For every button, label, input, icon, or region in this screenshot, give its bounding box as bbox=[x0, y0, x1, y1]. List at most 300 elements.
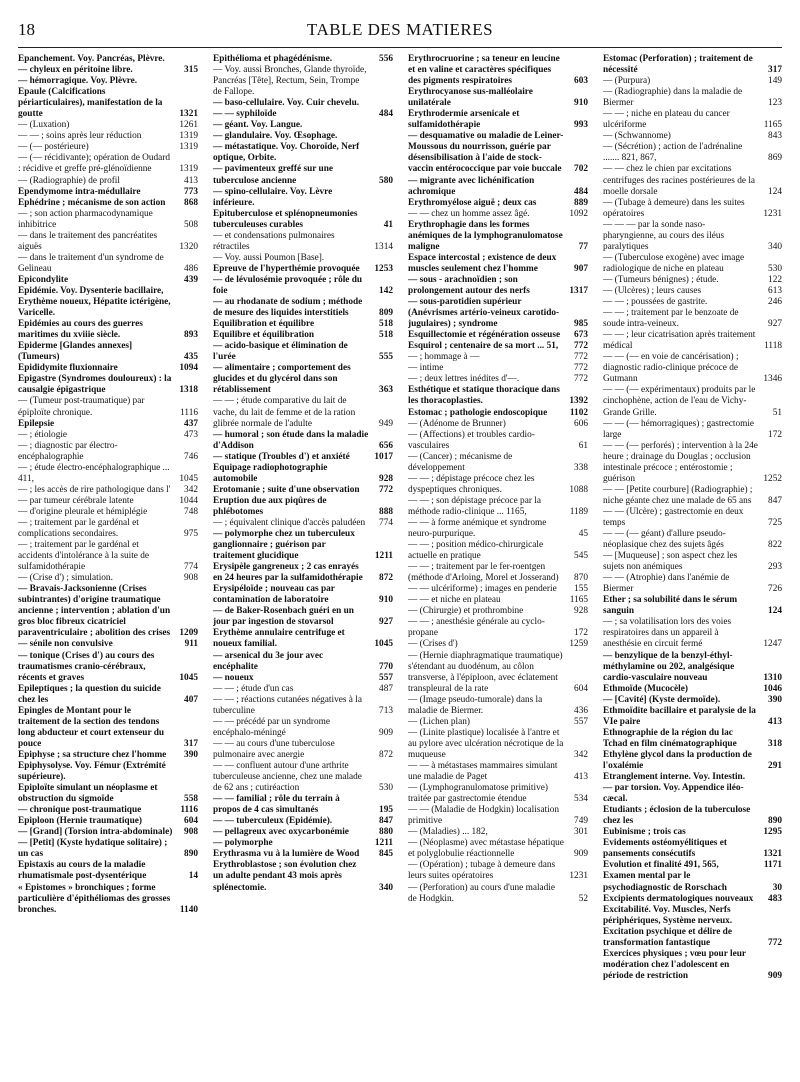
entry-text: Esthétique et statique thoracique dans les thoracoplasties. bbox=[408, 385, 560, 407]
entry-text: — dans le traitement des pancréatites aiguës bbox=[18, 230, 158, 252]
index-entry bbox=[213, 562, 393, 584]
entry-text: — — ; traitement par le fer-roentgen (méthode d'Arloing, Morel et Josserand) bbox=[408, 562, 559, 584]
index-entry bbox=[603, 220, 782, 253]
entry-text: — (Tumeur post-traumatique) par épiploïte chronique. bbox=[18, 396, 145, 418]
index-entry bbox=[603, 308, 782, 330]
header-rule bbox=[18, 47, 782, 48]
entry-text: — par torsion. Voy. Appendice iléo-cæcal. bbox=[603, 783, 744, 805]
entry-text: Examen mental par le psychodiagnostic de Rorschach bbox=[603, 871, 727, 893]
entry-text: — — confluent autour d'une arthrite tuberculeuse ancienne, chez une malade de 62 ans ; cutiréaction bbox=[213, 761, 362, 794]
entry-page-number: 1165 bbox=[763, 120, 782, 131]
entry-text: Epaule (Calcifications périarticulaires), manifestation de la goutte bbox=[18, 87, 163, 120]
index-entry bbox=[213, 518, 393, 529]
entry-text: — — ; soins après leur réduction bbox=[18, 131, 142, 142]
entry-text: Esquillectomie et régénération osseuse bbox=[408, 330, 561, 341]
entry-page-number: 772 bbox=[768, 937, 782, 948]
entry-page-number: 868 bbox=[184, 197, 198, 208]
index-entry bbox=[603, 905, 782, 927]
index-entry bbox=[213, 794, 393, 816]
index-column-2 bbox=[213, 54, 393, 1074]
entry-text: — — ; traitement par le benzoate de soude intra-veineux. bbox=[603, 308, 739, 330]
index-entry bbox=[18, 198, 198, 209]
entry-page-number: 486 bbox=[184, 263, 198, 274]
entry-page-number: 557 bbox=[379, 672, 393, 683]
entry-text: — arsenical du 3e jour avec encéphalite bbox=[213, 650, 324, 672]
entry-text: — — ; étude d'un cas bbox=[213, 683, 294, 694]
entry-text: — — (— en voie de cancérisation) ; diagnostic radio-clinique précoce de Gutmann bbox=[603, 352, 739, 385]
entry-page-number: 702 bbox=[574, 164, 588, 175]
index-entry bbox=[603, 551, 782, 573]
entry-text: — géant. Voy. Langue. bbox=[213, 120, 303, 131]
entry-text: — benzylique de la benzyl-éthyl-méthylamine ou 202, analgésique cardio-vasculaire nouveau bbox=[603, 650, 735, 683]
entry-page-number: 122 bbox=[768, 274, 782, 285]
index-entry bbox=[213, 275, 393, 297]
index-entry bbox=[18, 639, 198, 650]
entry-page-number: 1252 bbox=[763, 473, 782, 484]
index-entry bbox=[18, 838, 198, 860]
entry-page-number: 340 bbox=[768, 241, 782, 252]
entry-text: — (Radiographie) dans la maladie de Biermer bbox=[603, 87, 743, 109]
entry-text: Ethylène glycol dans la production de l'oxalémie bbox=[603, 749, 752, 771]
entry-text: — d'origine pleurale et hémiplégie bbox=[18, 506, 148, 517]
index-entry bbox=[18, 319, 198, 341]
entry-page-number: 772 bbox=[574, 341, 588, 352]
entry-text: Ependymome intra-médullaire bbox=[18, 186, 141, 197]
entry-text: Epithélioma et phagédénisme. bbox=[213, 54, 333, 64]
entry-page-number: 518 bbox=[379, 319, 393, 330]
index-entry bbox=[408, 408, 588, 419]
index-entry bbox=[408, 297, 588, 330]
entry-text: — — ; étude comparative du lait de vache, du lait de femme et de la ration glibrée normale de l'adulte bbox=[213, 396, 356, 429]
entry-text: Erythrophagie dans les formes anémiques de la lymphogranulomatose maligne bbox=[408, 219, 563, 252]
index-entry bbox=[213, 98, 393, 109]
entry-text: Epidémie. Voy. Dysenterie bacillaire, Erythème noueux, Hépatite ictérigène, Varicelle. bbox=[18, 285, 171, 319]
index-entry bbox=[408, 275, 588, 297]
index-entry bbox=[18, 761, 198, 783]
index-entry bbox=[213, 827, 393, 838]
entry-page-number: 580 bbox=[379, 175, 393, 186]
index-entry bbox=[603, 894, 782, 905]
entry-page-number: 749 bbox=[574, 816, 588, 827]
entry-text: — (— postérieure) bbox=[18, 142, 89, 153]
entry-text: Excipients dermatologiques nouveaux bbox=[603, 893, 754, 904]
index-entry bbox=[18, 441, 198, 463]
entry-text: Eubinisme ; trois cas bbox=[603, 827, 686, 838]
entry-page-number: 413 bbox=[574, 772, 588, 783]
index-entry bbox=[603, 286, 782, 297]
entry-text: — (Radiographie) de profil bbox=[18, 175, 120, 186]
entry-text: Epiphyse ; sa structure chez l'homme bbox=[18, 749, 167, 760]
entry-text: Etranglement interne. Voy. Intestin. bbox=[603, 772, 746, 783]
entry-text: Erysipèle gangreneux ; 2 cas enrayés en 24 heures par la sulfamidothérapie bbox=[213, 562, 363, 584]
index-entry bbox=[213, 363, 393, 396]
index-entry bbox=[408, 352, 588, 363]
index-entry bbox=[603, 617, 782, 650]
index-entry bbox=[18, 430, 198, 441]
entry-page-number: 1253 bbox=[374, 263, 393, 274]
entry-text: — — au cours d'une tuberculose pulmonaire avec anergie bbox=[213, 738, 335, 760]
index-entry bbox=[18, 209, 198, 231]
entry-page-number: 1211 bbox=[374, 551, 393, 562]
entry-page-number: 1116 bbox=[180, 805, 198, 816]
entry-page-number: 1295 bbox=[763, 827, 782, 838]
entry-text: — ; hommage à — bbox=[408, 352, 480, 363]
entry-page-number: 604 bbox=[184, 816, 198, 827]
entry-page-number: 774 bbox=[184, 562, 198, 573]
entry-text: — — chez un homme assez âgé. bbox=[408, 208, 530, 219]
index-entry bbox=[18, 419, 198, 430]
entry-text: Ethnographie de la région du lac Tchad en film cinématographique bbox=[603, 727, 737, 749]
entry-page-number: 340 bbox=[379, 882, 393, 893]
entry-text: — — ulcériforme) ; images en penderie bbox=[408, 584, 557, 595]
index-entry bbox=[18, 540, 198, 573]
entry-page-number: 1045 bbox=[179, 473, 198, 484]
entry-page-number: 1321 bbox=[179, 109, 198, 120]
entry-text: — (Ulcères) ; leurs causes bbox=[603, 285, 702, 296]
index-entry bbox=[603, 595, 782, 617]
entry-text: Erythrocruorine ; sa teneur en leucine et en valine et caractères spécifiques des pigments respiratoires bbox=[408, 54, 560, 87]
entry-text: — Voy. aussi Poumon [Base]. bbox=[213, 252, 325, 263]
entry-text: Erythrasma vu à la lumière de Wood bbox=[213, 849, 360, 860]
entry-page-number: 843 bbox=[768, 131, 782, 142]
entry-page-number: 41 bbox=[383, 219, 393, 230]
index-entry bbox=[213, 684, 393, 695]
index-entry bbox=[213, 485, 393, 496]
index-entry bbox=[408, 131, 588, 175]
entry-page-number: 1165 bbox=[569, 595, 588, 606]
entry-text: — polymorphe bbox=[213, 838, 273, 849]
entry-page-number: 889 bbox=[574, 197, 588, 208]
entry-page-number: 822 bbox=[768, 540, 782, 551]
index-entry bbox=[213, 651, 393, 673]
entry-text: — ; diagnostic par électro-encéphalographie bbox=[18, 440, 118, 462]
entry-text: — — ; poussées de gastrite. bbox=[603, 297, 708, 308]
entry-page-number: 772 bbox=[379, 484, 393, 495]
index-entry bbox=[408, 827, 588, 838]
entry-page-number: 993 bbox=[574, 120, 588, 131]
index-columns bbox=[18, 54, 782, 1074]
entry-page-number: 888 bbox=[379, 506, 393, 517]
entry-page-number: 172 bbox=[574, 628, 588, 639]
index-entry bbox=[603, 275, 782, 286]
entry-page-number: 484 bbox=[379, 109, 393, 120]
index-entry bbox=[213, 849, 393, 860]
index-entry bbox=[408, 805, 588, 827]
entry-text: — dans le traitement d'un syndrome de Gelineau bbox=[18, 252, 164, 274]
entry-page-number: 1320 bbox=[179, 241, 198, 252]
entry-page-number: 603 bbox=[574, 76, 588, 87]
entry-page-number: 909 bbox=[379, 727, 393, 738]
entry-page-number: 291 bbox=[768, 761, 782, 771]
index-entry bbox=[18, 120, 198, 131]
index-entry bbox=[603, 441, 782, 485]
entry-text: — (Perforation) au cours d'une maladie de Hodgkin. bbox=[408, 882, 556, 904]
index-entry bbox=[408, 518, 588, 540]
entry-page-number: 436 bbox=[574, 705, 588, 716]
entry-page-number: 1310 bbox=[763, 672, 782, 683]
entry-page-number: 45 bbox=[578, 529, 588, 540]
entry-text: — baso-cellulaire. Voy. Cuir chevelu. bbox=[213, 98, 360, 109]
entry-page-number: 870 bbox=[574, 573, 588, 584]
entry-page-number: 61 bbox=[578, 440, 588, 451]
index-entry bbox=[213, 297, 393, 319]
entry-text: — (Crises d') bbox=[408, 639, 458, 650]
entry-text: Epiploon (Hernie traumatique) bbox=[18, 816, 142, 827]
entry-text: Erythrocyanose sus-malléolaire unilatérale bbox=[408, 87, 533, 109]
entry-page-number: 928 bbox=[574, 606, 588, 617]
entry-text: — spino-cellulaire. Voy. Lèvre inférieure. bbox=[213, 186, 333, 208]
entry-text: — Voy. aussi Bronches, Glande thyroïde, Pancréas [Tête], Rectum, Sein, Trompe de Fallope. bbox=[213, 65, 367, 98]
entry-text: Equipage radiophotographie automobile bbox=[213, 462, 328, 484]
index-entry bbox=[603, 684, 782, 695]
entry-page-number: 1140 bbox=[179, 904, 198, 915]
entry-page-number: 773 bbox=[184, 186, 198, 197]
index-entry bbox=[213, 860, 393, 893]
entry-page-number: 483 bbox=[768, 893, 782, 904]
entry-text: Estomac ; pathologie endoscopique bbox=[408, 407, 548, 418]
index-entry bbox=[18, 816, 198, 827]
index-entry bbox=[603, 871, 782, 893]
entry-text: Ephédrine ; mécanisme de son action bbox=[18, 197, 166, 208]
index-entry bbox=[18, 573, 198, 584]
entry-page-number: 1044 bbox=[179, 495, 198, 506]
entry-text: — ; deux lettres inédites d'—. bbox=[408, 374, 520, 385]
entry-text: Epanchement. Voy. Pancréas, Plèvre. bbox=[18, 54, 165, 64]
entry-page-number: 437 bbox=[184, 418, 198, 429]
entry-text: — (Schwannome) bbox=[603, 131, 671, 142]
entry-text: — — ; niche en plateau du cancer ulcériforme bbox=[603, 109, 730, 131]
entry-page-number: 530 bbox=[379, 783, 393, 794]
index-entry bbox=[603, 109, 782, 131]
index-entry bbox=[603, 142, 782, 164]
index-entry bbox=[603, 728, 782, 750]
index-entry bbox=[18, 706, 198, 750]
entry-page-number: 927 bbox=[379, 617, 393, 628]
index-entry bbox=[18, 883, 198, 916]
entry-text: — (Néoplasme) avec métastase hépatique et polyglobulie réactionnelle bbox=[408, 838, 564, 860]
entry-text: — sénile non convulsive bbox=[18, 639, 113, 650]
index-entry bbox=[213, 120, 393, 131]
entry-text: Excitation psychique et délire de transformation fantastique bbox=[603, 926, 732, 948]
entry-page-number: 909 bbox=[768, 970, 782, 981]
index-entry bbox=[18, 187, 198, 198]
index-column-3 bbox=[408, 54, 588, 1074]
entry-page-number: 318 bbox=[768, 738, 782, 749]
entry-text: Epistaxis au cours de la maladie rhumatismale post-dysentérique bbox=[18, 860, 147, 882]
entry-page-number: 1321 bbox=[763, 849, 782, 860]
index-entry bbox=[603, 695, 782, 706]
entry-page-number: 1346 bbox=[763, 374, 782, 385]
index-entry bbox=[603, 164, 782, 197]
index-entry bbox=[408, 651, 588, 695]
entry-text: — — chez le chien par excitations centrifuges des racines postérieures de la moelle dorsale bbox=[603, 164, 756, 197]
entry-text: — (Tuberculose exogène) avec image radiologique de niche en plateau bbox=[603, 252, 745, 274]
entry-page-number: 246 bbox=[768, 297, 782, 308]
entry-text: — ; son action pharmacodynamique inhibitrice bbox=[18, 208, 153, 230]
entry-page-number: 1102 bbox=[569, 407, 588, 418]
index-entry bbox=[603, 573, 782, 595]
entry-text: — — ; anesthésie générale au cyclo-propane bbox=[408, 617, 545, 639]
entry-page-number: 390 bbox=[184, 749, 198, 760]
index-entry bbox=[603, 253, 782, 275]
entry-page-number: 508 bbox=[184, 219, 198, 230]
index-entry bbox=[213, 330, 393, 341]
entry-text: — noueux bbox=[213, 672, 254, 683]
entry-page-number: 195 bbox=[379, 805, 393, 816]
index-entry bbox=[18, 54, 198, 65]
entry-text: — migrante avec lichénification achromique bbox=[408, 175, 535, 197]
entry-page-number: 1231 bbox=[763, 208, 782, 219]
entry-text: Epidémies au cours des guerres maritimes du xviiie siècle. bbox=[18, 319, 143, 341]
entry-text: Erotomanie ; suite d'une observation bbox=[213, 484, 360, 495]
index-entry bbox=[408, 474, 588, 496]
entry-text: — alimentaire ; comportement des glucides et du glycérol dans son rétablissement bbox=[213, 363, 351, 396]
index-entry bbox=[603, 805, 782, 827]
index-entry bbox=[213, 816, 393, 827]
entry-text: — ; équivalent clinique d'accès paludéen bbox=[213, 517, 366, 528]
index-entry bbox=[213, 54, 393, 65]
entry-text: Erythème annulaire centrifuge et noueux familial. bbox=[213, 628, 345, 650]
entry-page-number: 746 bbox=[184, 451, 198, 462]
index-entry bbox=[213, 231, 393, 253]
index-entry bbox=[408, 419, 588, 430]
index-entry bbox=[408, 385, 588, 407]
entry-page-number: 338 bbox=[574, 462, 588, 473]
index-column-1 bbox=[18, 54, 198, 1074]
index-entry bbox=[603, 949, 782, 982]
entry-text: Evidements ostéomyélitiques et pansements consécutifs bbox=[603, 838, 727, 860]
index-entry bbox=[408, 584, 588, 595]
index-entry bbox=[18, 827, 198, 838]
entry-page-number: 1209 bbox=[179, 628, 198, 639]
entry-page-number: 413 bbox=[184, 175, 198, 186]
index-entry bbox=[213, 628, 393, 650]
entry-text: — (Affections) et troubles cardio-vasculaires bbox=[408, 429, 535, 451]
entry-text: — glandulaire. Voy. Œsophage. bbox=[213, 131, 338, 142]
entry-text: — — familial ; rôle du terrain à propos de 4 cas simultanés bbox=[213, 794, 340, 816]
entry-page-number: 487 bbox=[379, 683, 393, 694]
entry-page-number: 1231 bbox=[569, 871, 588, 882]
entry-page-number: 910 bbox=[379, 595, 393, 606]
entry-page-number: 927 bbox=[768, 319, 782, 330]
entry-text: Epicondylite bbox=[18, 274, 69, 285]
entry-text: — — ; leur cicatrisation après traitement médical bbox=[603, 330, 756, 352]
entry-text: — (Linite plastique) localisée à l'antre et au pylore avec ulcération nécrotique de la muqueuse bbox=[408, 727, 564, 760]
index-entry bbox=[408, 87, 588, 109]
entry-text: — acido-basique et élimination de l'urée bbox=[213, 341, 348, 363]
entry-text: Equilibre et équilibration bbox=[213, 330, 315, 341]
entry-page-number: 845 bbox=[379, 849, 393, 860]
entry-page-number: 890 bbox=[768, 816, 782, 827]
entry-text: — — (Maladie de Hodgkin) localisation primitive bbox=[408, 805, 560, 827]
entry-page-number: 911 bbox=[184, 639, 198, 650]
index-entry bbox=[408, 695, 588, 717]
entry-page-number: 774 bbox=[379, 517, 393, 528]
entry-page-number: 772 bbox=[574, 374, 588, 385]
index-entry bbox=[213, 209, 393, 231]
entry-page-number: 52 bbox=[578, 893, 588, 904]
index-entry bbox=[408, 761, 588, 783]
index-entry bbox=[18, 783, 198, 805]
index-entry bbox=[213, 463, 393, 485]
entry-page-number: 557 bbox=[574, 716, 588, 727]
entry-page-number: 770 bbox=[379, 661, 393, 672]
index-entry bbox=[603, 419, 782, 441]
index-entry bbox=[408, 496, 588, 518]
entry-text: — — ; son dépistage précoce par la méthode radio-clinique ... 1165, bbox=[408, 495, 541, 517]
index-entry bbox=[408, 54, 588, 87]
entry-text: — — (— géant) d'allure pseudo-néoplasique chez des sujets âgés bbox=[603, 529, 726, 551]
index-entry bbox=[213, 164, 393, 186]
entry-page-number: 14 bbox=[188, 871, 198, 882]
index-entry bbox=[213, 761, 393, 794]
entry-text: — (Image pseudo-tumorale) dans la maladie de Biermer. bbox=[408, 694, 543, 716]
entry-text: — chyleux en péritoine libre. bbox=[18, 65, 133, 76]
entry-page-number: 124 bbox=[768, 186, 782, 197]
entry-text: — chronique post-traumatique bbox=[18, 805, 142, 816]
entry-text: — (Tubage à demeure) dans les suites opératoires bbox=[603, 197, 745, 219]
entry-page-number: 435 bbox=[184, 352, 198, 363]
entry-text: Esquirol ; centenaire de sa mort ... 51, bbox=[408, 341, 559, 352]
entry-text: Eruption due aux piqûres de phlébotomes bbox=[213, 495, 327, 517]
entry-text: — — et niche en plateau bbox=[408, 595, 501, 606]
index-entry bbox=[18, 286, 198, 319]
entry-text: Erysipéloïde ; nouveau cas par contamination de laboratoire bbox=[213, 584, 335, 606]
index-entry bbox=[603, 330, 782, 352]
entry-text: — au rhodanate de sodium ; méthode de mesure des liquides interstitiels bbox=[213, 297, 363, 319]
index-entry bbox=[603, 76, 782, 87]
index-entry bbox=[18, 860, 198, 882]
entry-text: — (Lichen plan) bbox=[408, 716, 470, 727]
index-entry bbox=[408, 374, 588, 385]
page-header bbox=[18, 20, 782, 44]
index-entry bbox=[213, 838, 393, 849]
entry-page-number: 317 bbox=[768, 65, 782, 76]
entry-page-number: 1046 bbox=[763, 683, 782, 694]
entry-text: — intime bbox=[408, 363, 444, 374]
entry-text: — (Crise d') ; simulation. bbox=[18, 573, 113, 584]
index-entry bbox=[408, 728, 588, 761]
entry-text: — — (— hémorragiques) ; gastrectomie large bbox=[603, 418, 755, 440]
entry-page-number: 390 bbox=[768, 694, 782, 705]
index-entry bbox=[213, 717, 393, 739]
index-entry bbox=[408, 363, 588, 374]
index-entry bbox=[603, 297, 782, 308]
entry-text: — — précédé par un syndrome encéphalo-méningé bbox=[213, 716, 330, 738]
entry-page-number: 473 bbox=[184, 429, 198, 440]
index-entry bbox=[408, 717, 588, 728]
index-entry bbox=[213, 606, 393, 628]
entry-text: Erythroblastose ; son évolution chez un adulte pendant 43 mois après splénectomie. bbox=[213, 860, 357, 893]
entry-text: — pellagreux avec oxycarbonémie bbox=[213, 827, 349, 838]
entry-text: — (— récidivante); opération de Oudard : récidive et greffe pré-glénoïdienne bbox=[18, 153, 171, 175]
entry-text: Epiderme [Glandes annexes] (Tumeurs) bbox=[18, 341, 133, 363]
index-entry bbox=[408, 341, 588, 352]
entry-text: — [Cavité] (Kyste dermoïde). bbox=[603, 694, 721, 705]
entry-page-number: 363 bbox=[379, 385, 393, 396]
entry-text: — — — par la sonde naso-pharyngienne, au cours des iléus paralytiques bbox=[603, 219, 725, 252]
entry-page-number: 407 bbox=[184, 694, 198, 705]
entry-text: — [Grand] (Torsion intra-abdominale) bbox=[18, 827, 173, 838]
entry-page-number: 315 bbox=[184, 65, 198, 76]
index-entry bbox=[408, 883, 588, 905]
entry-page-number: 1045 bbox=[179, 672, 198, 683]
index-entry bbox=[213, 695, 393, 717]
entry-page-number: 1259 bbox=[569, 639, 588, 650]
entry-text: — (Cancer) ; mécanisme de développement bbox=[408, 451, 513, 473]
entry-page-number: 342 bbox=[184, 484, 198, 495]
index-entry bbox=[213, 496, 393, 518]
